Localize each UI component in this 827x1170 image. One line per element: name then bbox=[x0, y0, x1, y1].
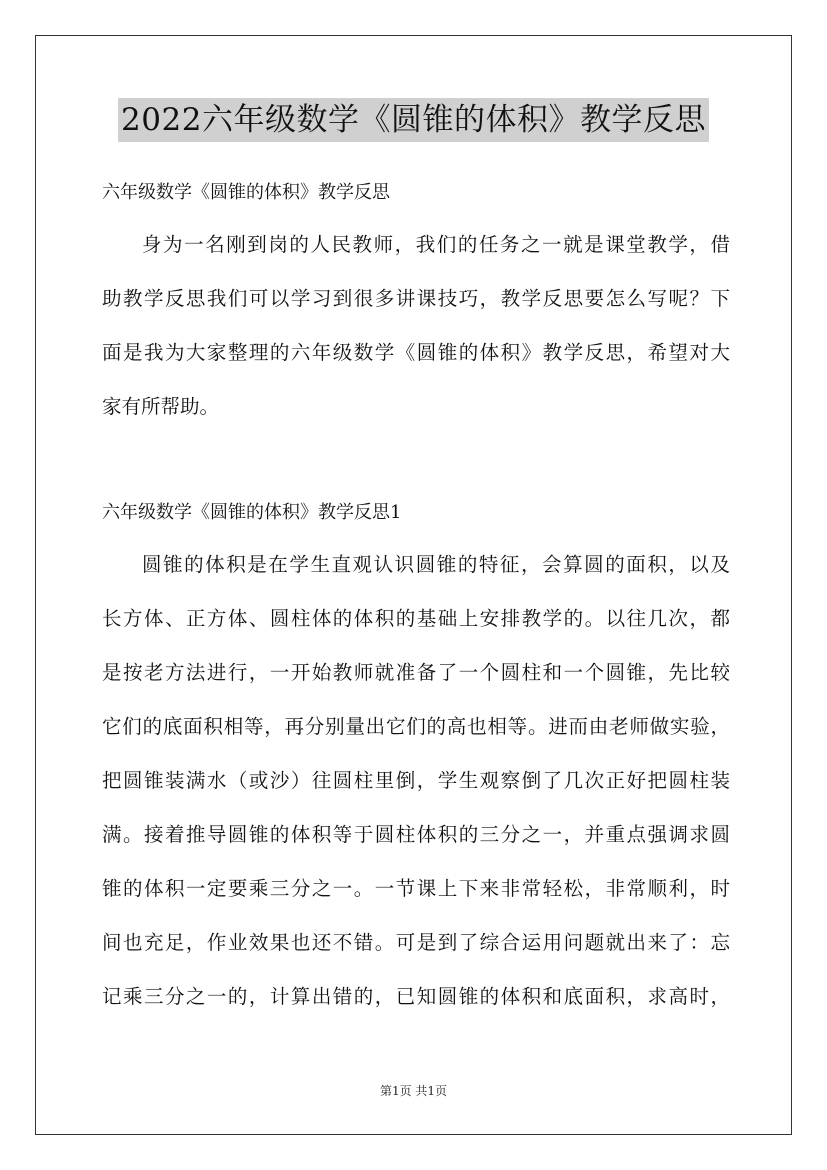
subtitle-heading: 六年级数学《圆锥的体积》教学反思 bbox=[102, 182, 390, 203]
section1-line: 锥的体积一定要乘三分之一。一节课上下来非常轻松，非常顺利，时 bbox=[102, 877, 730, 900]
section1-line: 记乘三分之一的，计算出错的，已知圆锥的体积和底面积，求高时， bbox=[102, 985, 730, 1008]
paragraph-spacer bbox=[102, 444, 730, 496]
intro-line: 身为一名刚到岗的人民教师，我们的任务之一就是课堂教学，借 bbox=[142, 233, 730, 256]
section1-line: 圆锥的体积是在学生直观认识圆锥的特征，会算圆的面积，以及 bbox=[142, 553, 730, 576]
document-title: 2022六年级数学《圆锥的体积》教学反思 bbox=[118, 98, 709, 142]
section1-line: 间也充足，作业效果也还不错。可是到了综合运用问题就出来了：忘 bbox=[102, 931, 730, 954]
document-body bbox=[102, 176, 730, 1034]
intro-line: 面是我为大家整理的六年级数学《圆锥的体积》教学反思，希望对大 bbox=[102, 341, 730, 364]
section1-line: 它们的底面积相等，再分别量出它们的高也相等。进而由老师做实验， bbox=[102, 715, 730, 738]
section1-heading: 六年级数学《圆锥的体积》教学反思1 bbox=[102, 502, 402, 523]
section1-line: 把圆锥装满水（或沙）往圆柱里倒，学生观察倒了几次正好把圆柱装 bbox=[102, 769, 730, 792]
page-footer: 第1页 共1页 bbox=[379, 1084, 448, 1098]
section1-line: 是按老方法进行，一开始教师就准备了一个圆柱和一个圆锥，先比较 bbox=[102, 661, 730, 684]
section1-line: 满。接着推导圆锥的体积等于圆柱体积的三分之一，并重点强调求圆 bbox=[102, 823, 730, 846]
intro-line: 助教学反思我们可以学习到很多讲课技巧，教学反思要怎么写呢？下 bbox=[102, 287, 730, 310]
intro-line: 家有所帮助。 bbox=[102, 395, 220, 418]
section1-line: 长方体、正方体、圆柱体的体积的基础上安排教学的。以往几次，都 bbox=[102, 607, 730, 630]
title-container bbox=[0, 98, 827, 142]
